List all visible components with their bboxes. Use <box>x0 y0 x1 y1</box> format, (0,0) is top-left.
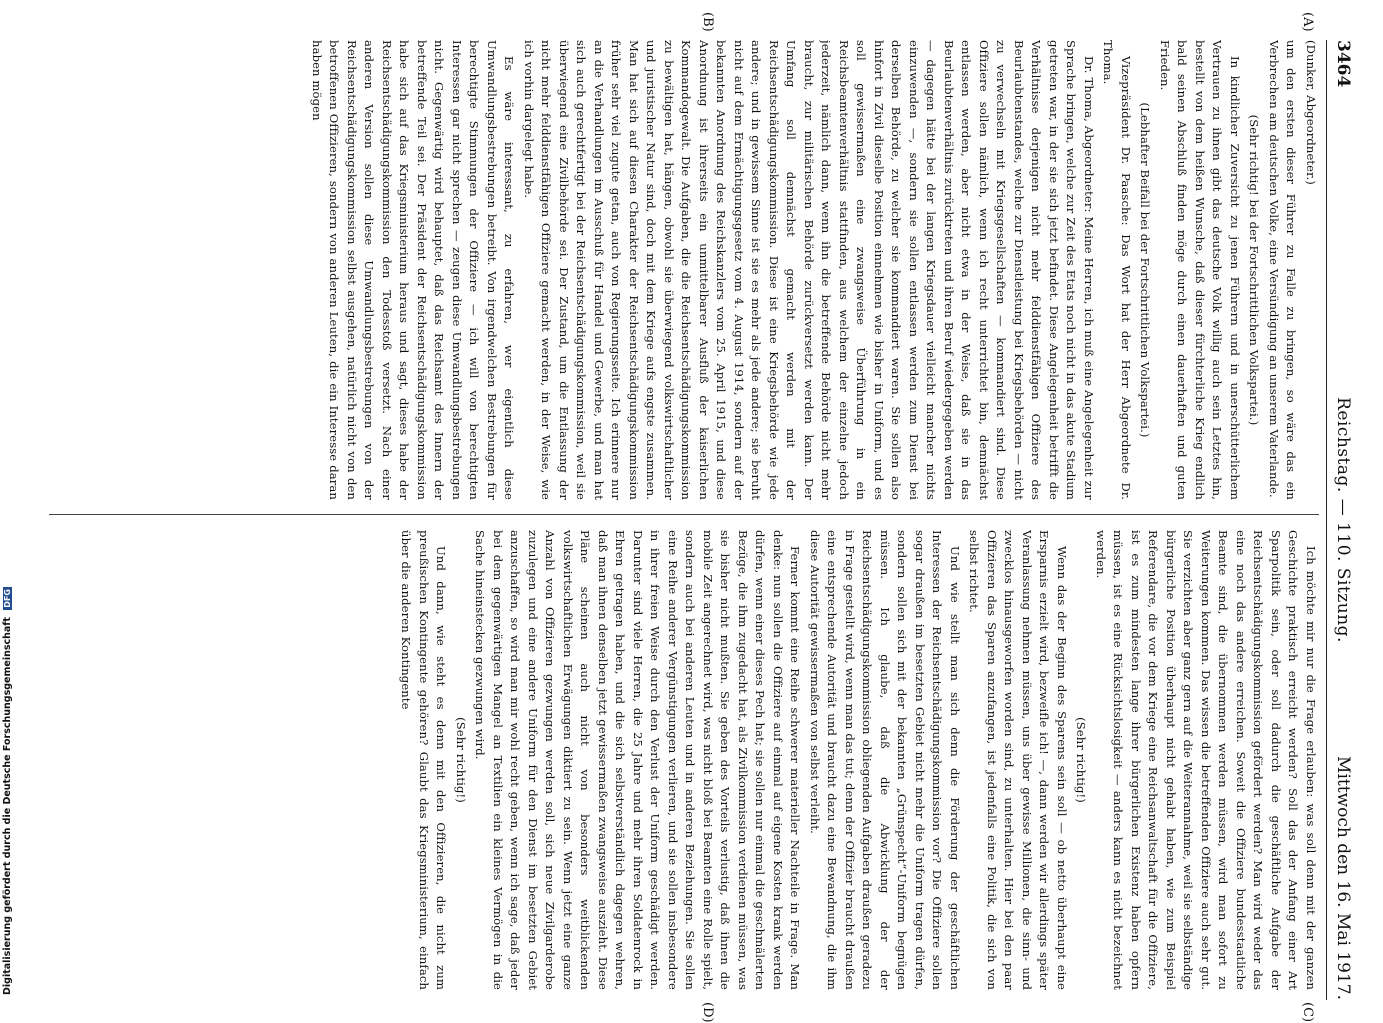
speech-paragraph: Es wäre interessant, zu erfahren, wer eigentlich diese Umwandlungsbestrebungen betreibt. Von irgendwelchen Bestrebungen für berechtigte Stimmungen der Offiziere — ich will von berechtigten Interessen gar nicht sprechen — zeugen diese Umwandlungsbestrebungen nicht. Gegenwärtig wird behauptet, daß das Reichsamt des Innern der betreffende Teil sei. Der Präsident der Reichsentschädigungskommission habe sich auf das Kriegsministerium heraus und sagt, dieses habe der Reichsentschädigungskommission den Todesstoß versetzt. Nach einer anderen Version sollen diese Umwandlungsbestrebungen von der Reichsentschädigungskommission selbst ausgehen, natürlich nicht von den betroffenen Offizieren, sondern von anderen Leuten, die ein Interesse daran haben mögen <box>310 40 517 500</box>
page-header <box>1326 40 1355 1000</box>
dfg-logo: DFG <box>3 589 12 608</box>
president-remark: Vizepräsident Dr. Paasche: Das Wort hat der Herr Abgeordnete Dr. Thoma. <box>1101 40 1133 500</box>
speech-paragraph: Ferner kommt eine Reihe schwerer materieller Nachteile in Frage. Man denke: nun sollen die Offiziere auf einmal auf eigene Kosten krank werden dürfen, wenn einer dieses Pech hat; sie sollen nur einmal die geschmälerten Bezüge, die ihm zugedacht hat, als Zivilkommission verdienen müssen, was sie bisher nicht mußten. Sie geben des Vorteils verlustig, daß ihnen die mobile Zeit angerechnet wird, was nicht bloß bei Beamten eine Rolle spielt, sondern auch bei anderen Leuten und in anderen Beziehungen. Sie sollen eine Reihe anderer Vergünstigungen verlieren, und sie sollen insbesondere in ihrer freien Weise durch den Verlust der Uniform geschädigt werden. Darunter sind viele Herren, die 25 Jahre und mehr ihren Soldatenrock in Ehren getragen haben, und die sich selbstverständlich dagegen wehren, daß man ihnen denselben jetzt gewissermaßen zwangsweise auszieht. Diese Pläne scheinen auch nicht von besonders weitblickenden volkswirtschaftlichen Erwägungen diktiert zu sein. Wenn jetzt eine ganze Anzahl von Offizieren gezwungen werden soll, sich neue Zivilgarderobe zuzulegen und eine andere Uniform für den Dienst im besetzten Gebiet anzuschaffen, so wird man mir wohl recht geben, wenn ich sage, daß jeder bei dem gegenwärtigen Mangel an Textilien ein kleines Vermögen in die Sache hineinstecken gezwungen wird. <box>473 530 803 990</box>
interjection: (Sehr richtig! bei der Fortschrittlichen Volkspartei.) <box>1247 114 1262 426</box>
right-column <box>49 530 1319 990</box>
interjection: (Sehr richtig!) <box>454 717 468 803</box>
speech-paragraph: Dr. Thoma, Abgeordneter: Meine Herren, ich muß eine Angelegenheit zur Sprache bringen, welche zur Zeit des Etats noch nicht in das akute Stadium getreten war, in der sie sich jetzt befindet. Diese Angelegenheit betrifft die Verhältnisse derjenigen nicht mehr felddienstfähigen Offiziere des Beurlaubtenstandes, welche zur Dienstleistung bei Kriegsbehörden — nicht zu verwechseln mit Kriegsgesellschaften — kommandiert sind. Diese Offiziere sollen nämlich, wenn ich recht unterrichtet bin, demnächst entlassen werden, aber nicht etwa in der Weise, daß sie in das Beurlaubtenverhältnis zurücktreten und ihren Beruf wiedergegeben werden — dagegen hätte bei der langen Kriegsdauer vielleicht mancher nichts einzuwenden —, sondern sie sollen entlassen werden zum Dienst bei derselben Behörde, zu welcher sie kommandiert waren. Sie sollen also hinfort in Zivil dieselbe Position einnehmen wie bisher in Uniform, und es soll gewissermaßen eine zwangsweise Überführung in ein Reichsbeamtenverhältnis stattfinden, aus welchem der einzelne jedoch jederzeit, nämlich dann, wenn ihn die betreffende Behörde nicht mehr braucht, zur militärischen Behörde zurückversetzt werden kann. Der Umfang soll demnächst gemacht werden mit der Reichsentschädigungskommission. Diese ist eine Kriegsbehörde wie jede andere; und in gewissem Sinne ist sie es mehr als jede andere; sie beruht nicht auf dem Ermächtigungsgesetz vom 4. August 1914, sondern auf der bekannten Anordnung des Reichskanzlers vom 25. April 1915, und diese Anordnung ist ihrerseits ein unmittelbarer Ausfluß der kaiserlichen Kommandogewalt. Die Aufgaben, die die Reichsentschädigungskommission zu bewältigen hat, hängen, obwohl sie überwiegend volkswirtschaftlicher und juristischer Natur sind, doch mit dem Kriege aufs engste zusammen. Man hat sich auf diesen Charakter der Reichsentschädigungskommission früher sehr viel zugute getan, auch von Regierungsseite. Ich erinnere nur an die Verhandlungen im Ausschuß für Handel und Gewerbe, und man hat sich auch gerechtfertigt bei der Reichsentschädigungskommission, weil sie überwiegend eine Zivilbehörde sei. Der Zustand, um die Entlassung der nicht mehr felddienstfähigen Offiziere gemacht werden, in der Weise, wie ich vorhin dargelegt habe. <box>522 40 1096 500</box>
paragraph: In kindlicher Zuversicht zu jenen Führern und in unerschütterlichem Vertrauen zu ihnen gibt das deutsche Volk willig auch sein Letztes hin, bestellt von dem heißen Wunsche, daß dieser fürchterliche Krieg endlich bald seinen Abschluß finden möge durch einen dauerhaften und guten Frieden. <box>1158 40 1242 500</box>
margin-marker-b: (B) <box>700 12 715 32</box>
left-column <box>49 40 1319 500</box>
page-date: Mittwoch den 16. Mai 1917. <box>1333 756 1353 1000</box>
document-page <box>37 12 1355 1023</box>
interjection: (Sehr richtig!) <box>1074 717 1089 803</box>
speech-paragraph: Ich möchte mir nur die Frage erlauben: was soll denn mit der ganzen Geschichte praktisch erreicht werden? Soll das der Anfang einer Art Sparpolitik sein, oder soll dadurch die geschäftliche Aufgabe der Reichsentschädigungskommission gefördert werden? Man wird weder das eine noch das andere erreichen. Soweit die Offiziere bundesstaatliche Beamte sind, die übernommen werden müssen, wird man sofort zu Weiterungen kommen. Das wissen die betreffenden Offiziere auch sehr gut. Sie verzichten aber ganz gern auf die Weiterannahme, weil sie selbständige bürgerliche Position überhaupt nicht gehabt haben, wie zum Beispiel Referendare, die vor dem Kriege eine Reichsanwaltschaft für die Offiziere, ist es zum mindesten lange ihrer bürgerlichen Existenz haben opfern müssen, ist es eine Rücksichtslosigkeit — anders kann es nicht bezeichnet werden. <box>1094 530 1318 990</box>
page-number: 3464 <box>1333 40 1353 88</box>
interjection: (Lebhafter Beifall bei der Fortschrittlichen Volkspartei.) <box>1138 102 1153 438</box>
speech-paragraph: Wenn das der Beginn des Sparens sein soll — ob netto überhaupt eine Ersparnis erzielt wird, bezweifle ich! —, dann werden wir allerdings später Veranlassung nehmen müssen, uns über gewisse Millionen, die sinn- und zwecklos hinausgeworfen worden sind, zu unterhalten. Hier bei den paar Offizieren das Sparen anzufangen, ist jedenfalls eine Politik, die sich von selbst richtet. <box>967 530 1069 990</box>
margin-marker-a: (A) <box>1300 12 1315 32</box>
margin-marker-c: (C) <box>1300 1002 1315 1023</box>
column-divider <box>49 514 1319 515</box>
speaker-note: (Dunker, Abgeordneter.) <box>1304 40 1318 185</box>
credit-text: Digitalisierung gefördert durch die Deutsche Forschungsgemeinschaft <box>2 617 13 995</box>
speech-paragraph: Und dann, wie steht es denn mit den Offizieren, die nicht zum preußischen Kontingente gehören? Glaubt das Kriegsministerium, einfach über die anderen Kontingente <box>399 530 449 990</box>
margin-marker-d: (D) <box>700 1002 715 1023</box>
digitization-credit <box>2 587 13 995</box>
speech-paragraph: Und wie stellt man sich denn die Förderung der geschäftlichen Interessen der Reichsentschädigungskommission vor? Die Offiziere sollen sogar draußen im besetzten Gebiet nicht mehr die Uniform tragen dürfen, sondern sollen sich mit der bekannten „Grünspecht“-Uniform begnügen müssen. Ich glaube, daß die Abwicklung der der Reichsentschädigungskommission obliegenden Aufgaben draußen geradezu in Frage gestellt wird, wenn man das tut; denn der Offizier braucht draußen eine entsprechende Autorität und braucht dazu eine Bewandnung, die ihm diese Autorität gewissermaßen von selbst verleiht. <box>808 530 962 990</box>
page-title: Reichstag. — 110. Sitzung. <box>1333 397 1353 643</box>
paragraph: um den ersten dieser Führer zu Falle zu bringen, so wäre das ein Verbrechen am deutschen Volke, eine Versündigung an unserem Vaterlande. <box>1267 40 1299 500</box>
